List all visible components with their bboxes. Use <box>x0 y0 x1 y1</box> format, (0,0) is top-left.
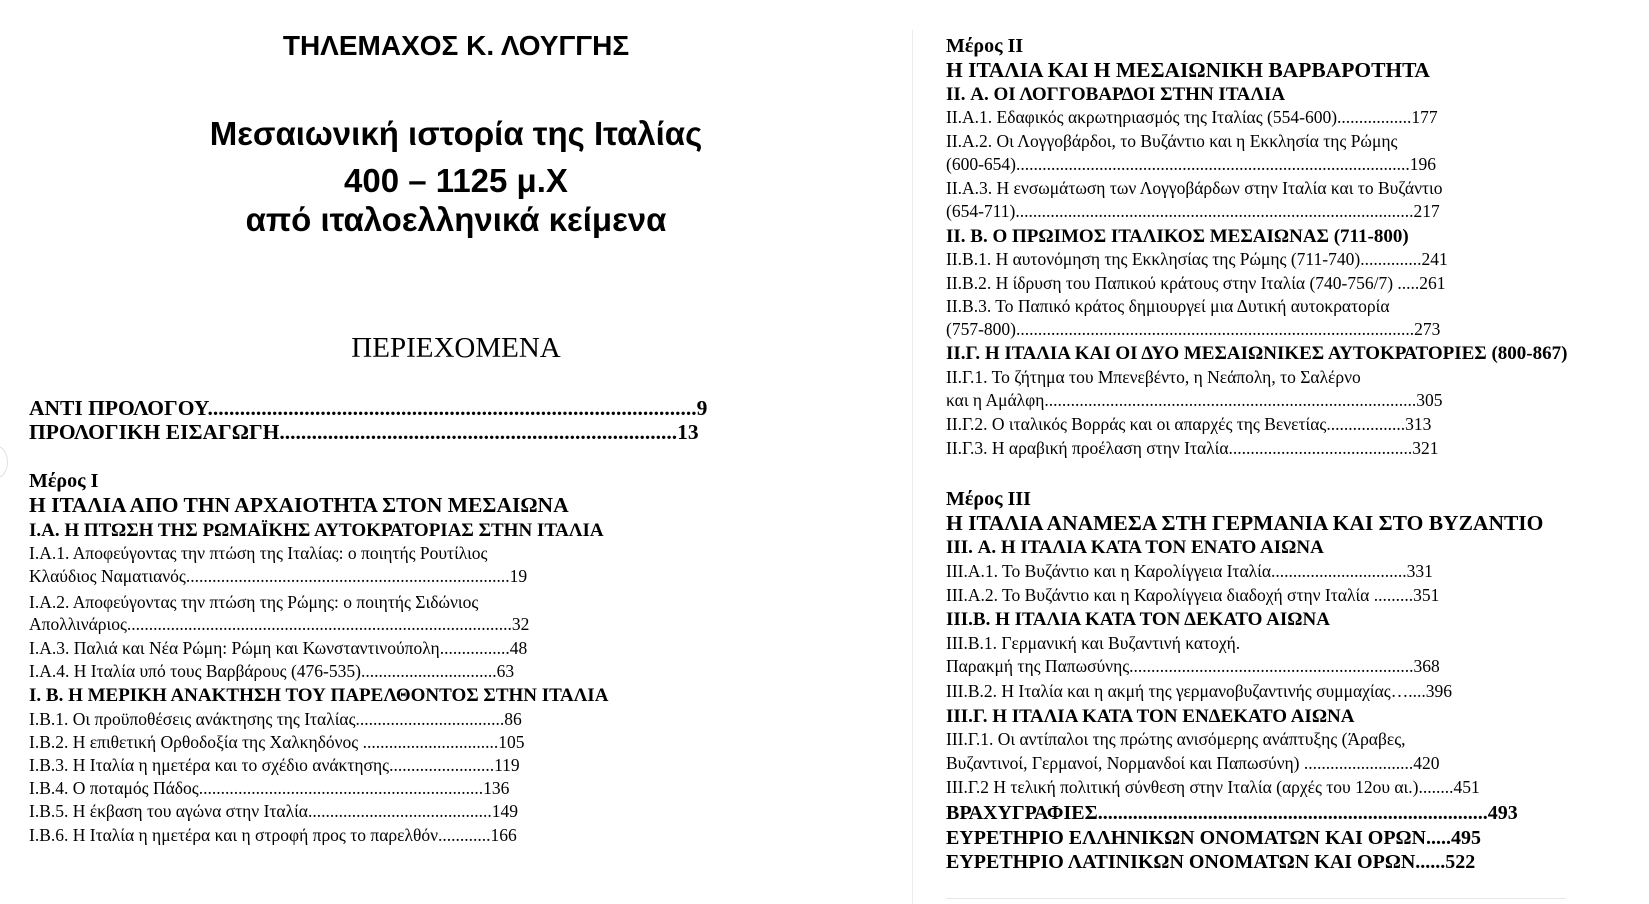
toc-entry: Κλαύδιος Ναματιανός..........................................................................19 <box>29 566 528 586</box>
author-name: ΤΗΛΕΜΑΧΟΣ Κ. ΛΟΥΓΓΗΣ <box>282 30 630 61</box>
toc-entry: III.Β.1. Γερμανική και Βυζαντινή κατοχή. <box>946 633 1241 653</box>
toc-entry: (600-654)..........................................................................................196 <box>946 154 1436 174</box>
page-bottom-rule <box>946 898 1566 899</box>
toc-section-heading: III.Β. Η ΙΤΑΛΙΑ ΚΑΤΑ ΤΟΝ ΔΕΚΑΤΟ ΑΙΩΝΑ <box>946 609 1330 630</box>
toc-entry: II.Γ.3. Η αραβική προέλαση στην Ιταλία..........................................321 <box>946 438 1439 458</box>
contents-heading: ΠΕΡΙΕΧΟΜΕΝΑ <box>351 332 561 364</box>
toc-entry: I.Β.4. Ο ποταμός Πάδος.................................................................136 <box>29 778 510 798</box>
toc-section-heading: III. Α. Η ΙΤΑΛΙΑ ΚΑΤΑ ΤΟΝ ΕΝΑΤΟ ΑΙΩΝΑ <box>946 537 1324 558</box>
toc-entry: III.Γ.1. Οι αντίπαλοι της πρώτης ανισόμερης ανάπτυξης (Άραβες, <box>946 729 1406 749</box>
toc-entry-greek-index: ΕΥΡΕΤΗΡΙΟ ΕΛΛΗΝΙΚΩΝ ΟΝΟΜΑΤΩΝ ΚΑΙ ΟΡΩΝ.....495 <box>946 827 1481 849</box>
toc-entry: II.Α.1. Εδαφικός ακρωτηριασμός της Ιταλίας (554-600).................177 <box>946 107 1438 127</box>
toc-entry: Παρακμή της Παπωσύνης.................................................................368 <box>946 656 1440 676</box>
toc-part-title: Η ΙΤΑΛΙΑ ΚΑΙ Η ΜΕΣΑΙΩΝΙΚΗ ΒΑΡΒΑΡΟΤΗΤΑ <box>946 58 1430 82</box>
toc-entry: II.Α.2. Οι Λογγοβάρδοι, το Βυζάντιο και η Εκκλησία της Ρώμης <box>946 131 1398 151</box>
toc-entry: (757-800)...........................................................................................273 <box>946 319 1441 339</box>
toc-entry: I.Β.5. Η έκβαση του αγώνα στην Ιταλία..........................................149 <box>29 801 518 821</box>
toc-entry-foreword: ΑΝΤΙ ΠΡΟΛΟΓΟΥ...........................................................................................9 <box>29 396 708 420</box>
toc-entry: III.Α.1. Το Βυζάντιο και η Καρολίγγεια Ιταλία...............................331 <box>946 561 1433 581</box>
toc-entry: II.Γ.2. Ο ιταλικός Βορράς και οι απαρχές της Βενετίας..................313 <box>946 414 1432 434</box>
toc-entry: I.Α.4. Η Ιταλία υπό τους Βαρβάρους (476-535)...............................63 <box>29 661 515 681</box>
toc-entry: Απολλινάριος........................................................................................32 <box>29 614 530 634</box>
toc-entry: III.Α.2. Το Βυζάντιο και η Καρολίγγεια διαδοχή στην Ιταλία .........351 <box>946 585 1440 605</box>
book-title-line-1: Μεσαιωνική ιστορία της Ιταλίας <box>209 115 703 152</box>
toc-entry: III.Β.2. Η Ιταλία και η ακμή της γερμανοβυζαντινής συμμαχίας…....396 <box>946 681 1452 701</box>
toc-entry: II.Β.2. Η ίδρυση του Παπικού κράτους στην Ιταλία (740-756/7) .....261 <box>946 273 1446 293</box>
toc-part-heading: Μέρος II <box>946 35 1024 57</box>
book-title-line-3: από ιταλοελληνικά κείμενα <box>245 201 667 238</box>
toc-entry: και η Αμάλφη.....................................................................................305 <box>946 390 1443 410</box>
toc-entry-introduction: ΠΡΟΛΟΓΙΚΗ ΕΙΣΑΓΩΓΗ..........................................................................13 <box>29 420 699 444</box>
toc-entry: III.Γ.2 Η τελική πολιτική σύνθεση στην Ιταλία (αρχές του 12ου αι.)........451 <box>946 777 1480 797</box>
toc-part-heading: Μέρος I <box>29 470 99 492</box>
toc-section-heading: I.Α. Η ΠΤΩΣΗ ΤΗΣ ΡΩΜΑΪΚΗΣ ΑΥΤΟΚΡΑΤΟΡΙΑΣ ΣΤΗΝ ΙΤΑΛΙΑ <box>29 520 604 541</box>
toc-section-heading: II.Γ. Η ΙΤΑΛΙΑ ΚΑΙ ΟΙ ΔΥΟ ΜΕΣΑΙΩΝΙΚΕΣ ΑΥΤΟΚΡΑΤΟΡΙΕΣ (800-867) <box>946 343 1568 364</box>
toc-part-heading: Μέρος III <box>946 488 1031 510</box>
toc-entry: II.Α.3. Η ενσωμάτωση των Λογγοβάρδων στην Ιταλία και το Βυζάντιο <box>946 178 1443 198</box>
toc-entry: II.Γ.1. Το ζήτημα του Μπενεβέντο, η Νεάπολη, το Σαλέρνο <box>946 367 1361 387</box>
toc-entry: I.Β.1. Οι προϋποθέσεις ανάκτησης της Ιταλίας..................................86 <box>29 709 522 729</box>
toc-entry-latin-index: ΕΥΡΕΤΗΡΙΟ ΛΑΤΙΝΙΚΩΝ ΟΝΟΜΑΤΩΝ ΚΑΙ ΟΡΩΝ......522 <box>946 851 1476 873</box>
toc-section-heading: II. Α. ΟΙ ΛΟΓΓΟΒΑΡΔΟΙ ΣΤΗΝ ΙΤΑΛΙΑ <box>946 84 1286 105</box>
toc-entry: I.Α.3. Παλιά και Νέα Ρώμη: Ρώμη και Κωνσταντινούπολη................48 <box>29 638 528 658</box>
toc-entry: II.Β.1. Η αυτονόμηση της Εκκλησίας της Ρώμης (711-740)..............241 <box>946 249 1448 269</box>
toc-part-title: Η ΙΤΑΛΙΑ ΑΝΑΜΕΣΑ ΣΤΗ ΓΕΡΜΑΝΙΑ ΚΑΙ ΣΤΟ ΒΥΖΑΝΤΙΟ <box>946 511 1544 535</box>
toc-entry: Βυζαντινοί, Γερμανοί, Νορμανδοί και Παπωσύνη) .........................420 <box>946 753 1440 773</box>
toc-entry: (654-711)...........................................................................................217 <box>946 201 1440 221</box>
toc-entry: II.Β.3. Το Παπικό κράτος δημιουργεί μια Δυτική αυτοκρατορία <box>946 296 1390 316</box>
toc-entry: I.Β.6. Η Ιταλία η ημετέρα και η στροφή προς το παρελθόν............166 <box>29 825 517 845</box>
toc-entry: I.Β.2. Η επιθετική Ορθοδοξία της Χαλκηδόνος ...............................105 <box>29 732 525 752</box>
right-page <box>912 0 1649 904</box>
page-edge-handle[interactable] <box>0 446 8 478</box>
toc-section-heading: III.Γ. Η ΙΤΑΛΙΑ ΚΑΤΑ ΤΟΝ ΕΝΔΕΚΑΤΟ ΑΙΩΝΑ <box>946 706 1355 727</box>
toc-entry-abbreviations: ΒΡΑΧΥΓΡΑΦΙΕΣ..............................................................................493 <box>946 802 1518 824</box>
book-title-line-2: 400 – 1125 μ.Χ <box>344 162 568 199</box>
toc-entry: I.Α.1. Αποφεύγοντας την πτώση της Ιταλίας: ο ποιητής Ρουτίλιος <box>29 543 488 563</box>
toc-section-heading: II. Β. Ο ΠΡΩΙΜΟΣ ΙΤΑΛΙΚΟΣ ΜΕΣΑΙΩΝΑΣ (711-800) <box>946 226 1409 247</box>
toc-entry: I.Α.2. Αποφεύγοντας την πτώση της Ρώμης: ο ποιητής Σιδώνιος <box>29 592 479 612</box>
toc-section-heading: I. Β. Η ΜΕΡΙΚΗ ΑΝΑΚΤΗΣΗ ΤΟΥ ΠΑΡΕΛΘΟΝΤΟΣ ΣΤΗΝ ΙΤΑΛΙΑ <box>29 685 609 706</box>
toc-part-title: Η ΙΤΑΛΙΑ ΑΠΟ ΤΗΝ ΑΡΧΑΙΟΤΗΤΑ ΣΤΟΝ ΜΕΣΑΙΩΝΑ <box>29 493 569 517</box>
toc-entry: I.Β.3. Η Ιταλία η ημετέρα και το σχέδιο ανάκτησης........................119 <box>29 755 520 775</box>
